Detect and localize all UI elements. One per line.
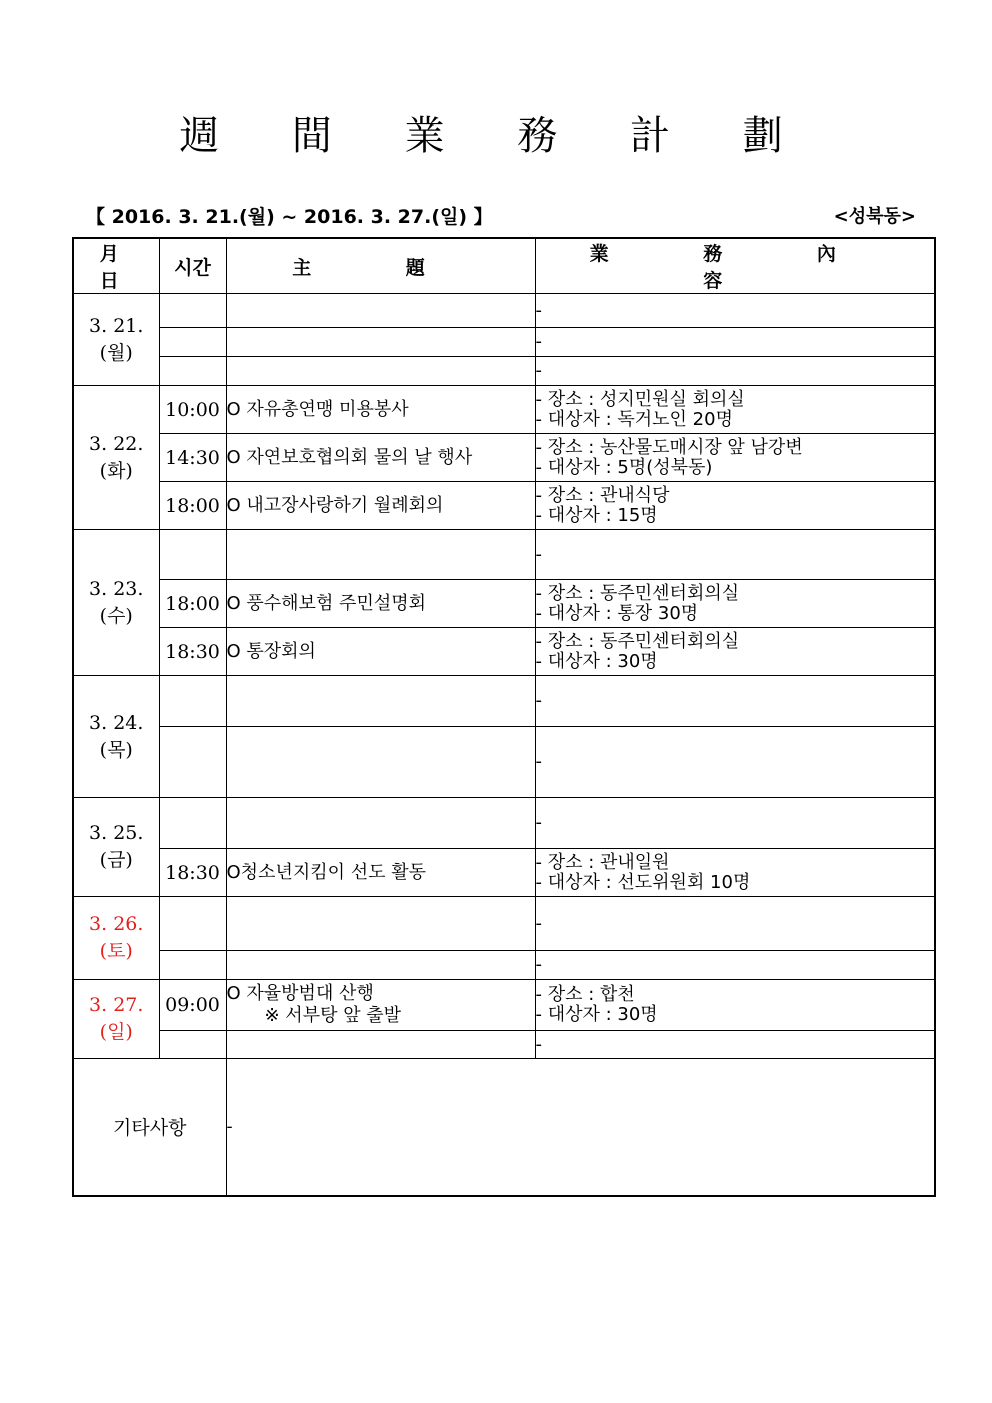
- etc-label: 기타사항: [73, 1059, 226, 1196]
- topic-cell: O 통장회의: [226, 628, 535, 676]
- date-cell: [73, 798, 159, 897]
- page-title: 週 間 業 務 計 劃: [179, 113, 813, 159]
- table-row: [73, 980, 935, 1031]
- topic-cell: O청소년지킴이 선도 활동: [226, 849, 535, 897]
- content-cell: [535, 980, 935, 1031]
- content-attendees: - 대상자 : 독거노인 20명: [535, 408, 733, 430]
- date-cell: [73, 386, 159, 530]
- date-cell: [73, 294, 159, 386]
- table-row: [73, 676, 935, 727]
- content-cell: -: [535, 798, 935, 849]
- table-row: [73, 1031, 935, 1059]
- date-cell: [73, 897, 159, 980]
- table-row: [73, 798, 935, 849]
- content-attendees: - 대상자 : 선도위원회 10명: [535, 871, 751, 893]
- topic-cell: [226, 530, 535, 580]
- content-attendees: - 대상자 : 5명(성북동): [535, 456, 713, 478]
- content-attendees: - 대상자 : 통장 30명: [535, 602, 699, 624]
- time-cell: [159, 676, 226, 727]
- content-cell: -: [535, 676, 935, 727]
- table-row: [73, 951, 935, 980]
- topic-main: O 자율방범대 산행: [226, 983, 374, 1004]
- time-cell: 10:00: [159, 386, 226, 434]
- header-time: 시간: [159, 238, 226, 294]
- table-row: [73, 294, 935, 328]
- header-date: 月 日: [73, 238, 159, 294]
- table-row: [73, 328, 935, 357]
- date-label: 3. 26.: [89, 913, 144, 935]
- department-name: <성북동>: [833, 206, 916, 227]
- date-cell: [73, 530, 159, 676]
- topic-cell: [226, 980, 535, 1031]
- time-cell: [159, 897, 226, 951]
- content-cell: [535, 482, 935, 530]
- table-row: [73, 580, 935, 628]
- topic-cell: O 내고장사랑하기 월례회의: [226, 482, 535, 530]
- day-of-week: (화): [99, 459, 133, 482]
- date-label: 3. 21.: [89, 314, 144, 337]
- date-cell: [73, 980, 159, 1059]
- day-of-week: (일): [99, 1021, 133, 1043]
- etc-row: [73, 1059, 935, 1196]
- day-of-week: (목): [99, 738, 133, 761]
- topic-cell: [226, 357, 535, 386]
- content-cell: -: [535, 357, 935, 386]
- day-of-week: (수): [99, 604, 133, 627]
- time-cell: [159, 951, 226, 980]
- topic-cell: [226, 951, 535, 980]
- table-row: [73, 482, 935, 530]
- time-cell: 14:30: [159, 434, 226, 482]
- topic-note: ※ 서부탕 앞 출발: [264, 1005, 402, 1026]
- time-cell: [159, 1031, 226, 1059]
- content-cell: -: [535, 530, 935, 580]
- header-topic: 主 題: [226, 238, 535, 294]
- time-cell: [159, 798, 226, 849]
- table-row: [73, 628, 935, 676]
- weekly-plan-table: [72, 237, 936, 1197]
- table-row: [73, 530, 935, 580]
- date-cell: [73, 676, 159, 798]
- content-cell: [535, 386, 935, 434]
- content-cell: [535, 434, 935, 482]
- content-location: - 장소 : 합천: [535, 984, 635, 1005]
- content-cell: [535, 580, 935, 628]
- content-location: - 장소 : 농산물도매시장 앞 남강변: [535, 436, 803, 458]
- time-cell: 18:00: [159, 482, 226, 530]
- content-cell: [535, 628, 935, 676]
- date-label: 3. 27.: [89, 994, 144, 1016]
- table-row: [73, 849, 935, 897]
- content-location: - 장소 : 동주민센터회의실: [535, 630, 740, 652]
- date-label: 3. 23.: [89, 577, 144, 600]
- content-cell: -: [535, 727, 935, 798]
- time-cell: [159, 357, 226, 386]
- topic-cell: [226, 798, 535, 849]
- date-label: 3. 22.: [89, 432, 144, 455]
- topic-cell: [226, 676, 535, 727]
- content-cell: -: [535, 897, 935, 951]
- etc-content: -: [226, 1059, 935, 1196]
- content-attendees: - 대상자 : 15명: [535, 504, 658, 526]
- day-of-week: (금): [99, 849, 133, 871]
- table-row: [73, 434, 935, 482]
- content-cell: [535, 849, 935, 897]
- topic-cell: [226, 328, 535, 357]
- table-row: [73, 357, 935, 386]
- content-cell: -: [535, 951, 935, 980]
- time-cell: [159, 727, 226, 798]
- date-label: 3. 24.: [89, 711, 144, 734]
- topic-cell: O 자유총연맹 미용봉사: [226, 386, 535, 434]
- table-row: [73, 897, 935, 951]
- topic-cell: O 자연보호협의회 물의 날 행사: [226, 434, 535, 482]
- time-cell: [159, 328, 226, 357]
- content-cell: -: [535, 1031, 935, 1059]
- time-cell: [159, 294, 226, 328]
- time-cell: 18:00: [159, 580, 226, 628]
- content-location: - 장소 : 동주민센터회의실: [535, 582, 740, 604]
- topic-cell: [226, 294, 535, 328]
- topic-cell: O 풍수해보험 주민설명회: [226, 580, 535, 628]
- plan-period: 【 2016. 3. 21.(월) ~ 2016. 3. 27.(일) 】: [86, 206, 493, 228]
- date-label: 3. 25.: [89, 822, 144, 844]
- time-cell: 18:30: [159, 628, 226, 676]
- topic-cell: [226, 1031, 535, 1059]
- time-cell: [159, 530, 226, 580]
- content-cell: -: [535, 294, 935, 328]
- content-attendees: - 대상자 : 30명: [535, 1004, 658, 1025]
- table-row: [73, 386, 935, 434]
- content-attendees: - 대상자 : 30명: [535, 650, 658, 672]
- content-location: - 장소 : 관내일원: [535, 851, 670, 873]
- content-cell: -: [535, 328, 935, 357]
- day-of-week: (월): [99, 341, 133, 364]
- content-location: - 장소 : 관내식당: [535, 484, 670, 506]
- content-location: - 장소 : 성지민원실 회의실: [535, 388, 745, 410]
- header-content: 業 務 內 容: [535, 238, 935, 294]
- table-row: [73, 727, 935, 798]
- topic-cell: [226, 897, 535, 951]
- time-cell: 18:30: [159, 849, 226, 897]
- time-cell: 09:00: [159, 980, 226, 1031]
- day-of-week: (토): [99, 940, 133, 962]
- header-row: [73, 238, 935, 294]
- topic-cell: [226, 727, 535, 798]
